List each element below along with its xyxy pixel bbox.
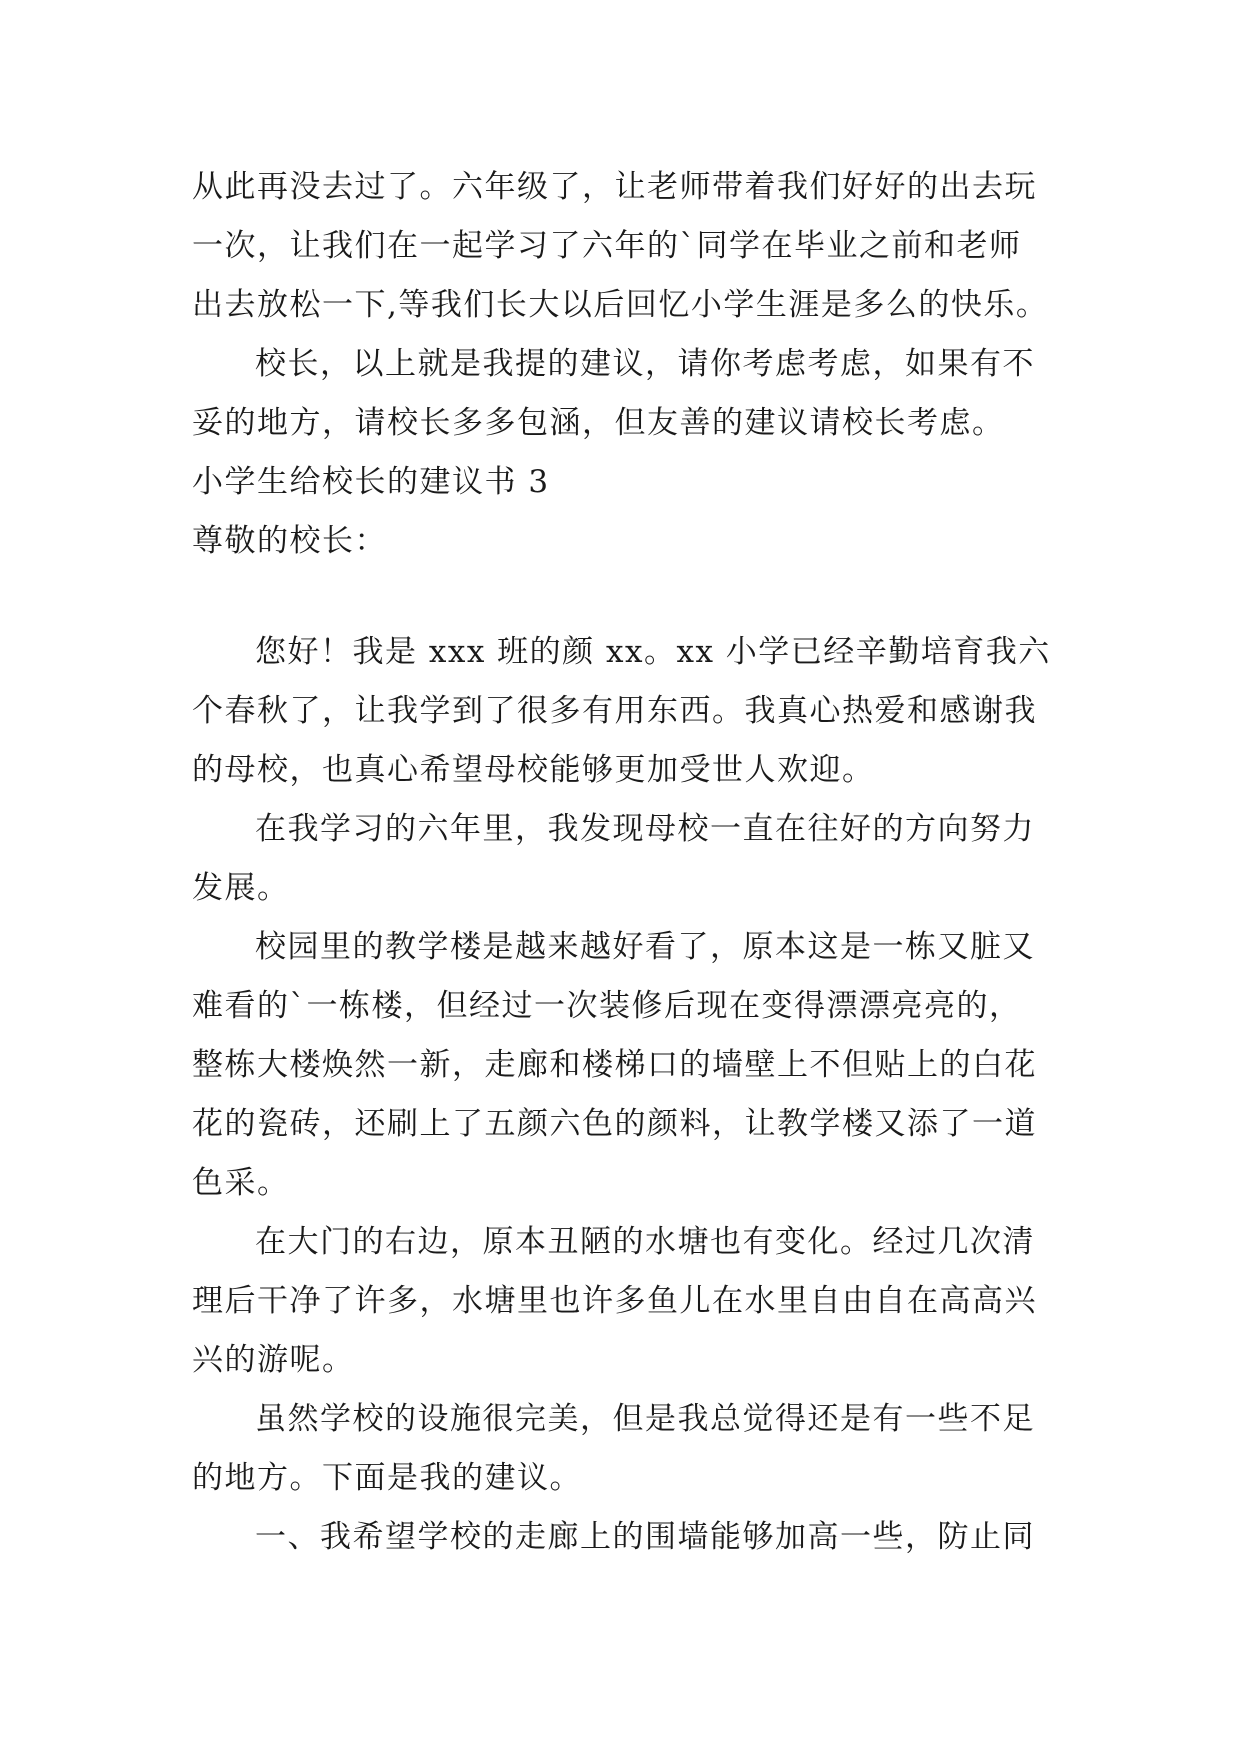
text-line: 理后干净了许多，水塘里也许多鱼儿在水里自由自在高高兴 bbox=[192, 1283, 1037, 1319]
text-line: 校长，以上就是我提的建议，请你考虑考虑，如果有不 bbox=[255, 346, 1035, 382]
text-line: 整栋大楼焕然一新，走廊和楼梯口的墙壁上不但贴上的白花 bbox=[192, 1047, 1037, 1083]
text-line: 在我学习的六年里，我发现母校一直在往好的方向努力 bbox=[255, 811, 1035, 847]
text-line: 发展。 bbox=[192, 870, 290, 906]
text-line: 妥的地方，请校长多多包涵，但友善的建议请校长考虑。 bbox=[192, 405, 1005, 441]
text-line: 一、我希望学校的走廊上的围墙能够加高一些，防止同 bbox=[255, 1519, 1035, 1555]
text-line: 从此再没去过了。六年级了，让老师带着我们好好的出去玩 bbox=[192, 169, 1037, 205]
text-line: 出去放松一下,等我们长大以后回忆小学生涯是多么的快乐。 bbox=[192, 287, 1049, 323]
text-line: 难看的`一栋楼，但经过一次装修后现在变得漂漂亮亮的， bbox=[192, 988, 1022, 1024]
salutation: 尊敬的校长： bbox=[192, 523, 387, 559]
text-line: 个春秋了，让我学到了很多有用东西。我真心热爱和感谢我 bbox=[192, 693, 1037, 729]
text-line: 色采。 bbox=[192, 1165, 290, 1201]
text-line: 兴的游呢。 bbox=[192, 1342, 355, 1378]
text-line: 的母校，也真心希望母校能够更加受世人欢迎。 bbox=[192, 752, 875, 788]
text-line: 的地方。下面是我的建议。 bbox=[192, 1460, 582, 1496]
text-line: 在大门的右边，原本丑陋的水塘也有变化。经过几次清 bbox=[255, 1224, 1035, 1260]
text-line: 您好！我是 xxx 班的颜 xx。xx 小学已经辛勤培育我六 bbox=[255, 634, 1051, 670]
text-line: 校园里的教学楼是越来越好看了，原本这是一栋又脏又 bbox=[255, 929, 1035, 965]
text-line: 花的瓷砖，还刷上了五颜六色的颜料，让教学楼又添了一道 bbox=[192, 1106, 1037, 1142]
section-title: 小学生给校长的建议书 3 bbox=[192, 464, 550, 500]
text-line: 虽然学校的设施很完美，但是我总觉得还是有一些不足 bbox=[255, 1401, 1035, 1437]
text-line: 一次，让我们在一起学习了六年的`同学在毕业之前和老师 bbox=[192, 228, 1022, 264]
